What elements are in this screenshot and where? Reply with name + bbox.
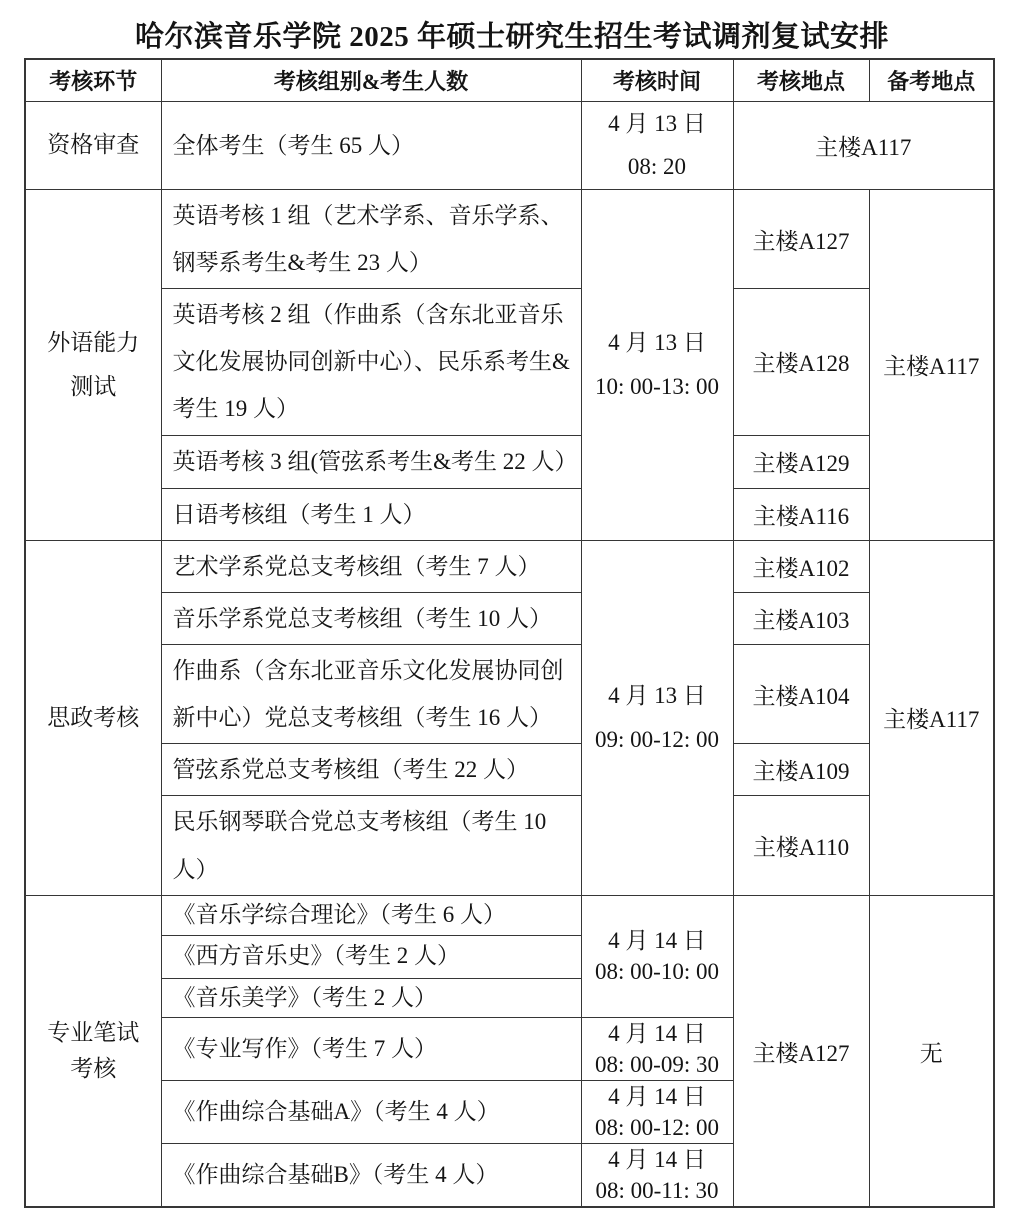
stage-qualification: 资格审查 (25, 101, 161, 189)
date-line: 4 月 13 日 (608, 330, 706, 356)
time-qualification (581, 101, 733, 189)
time-line: 08: 00-09: 30 (595, 1052, 719, 1078)
subject-composition-a: 《作曲综合基础A》（考生 4 人） (161, 1081, 581, 1144)
location-english-3: 主楼A129 (733, 435, 869, 488)
group-qualification: 全体考生（考生 65 人） (161, 101, 581, 189)
group-english-2: 英语考核 2 组（作曲系（含东北亚音乐文化发展协同创新中心）、民乐系考生&考生 19 人） (161, 289, 581, 435)
date-line: 4 月 14 日 (608, 1084, 706, 1110)
group-ideology-musicology: 音乐学系党总支考核组（考生 10 人） (161, 592, 581, 644)
standby-ideology: 主楼A117 (869, 540, 994, 895)
time-line: 08: 00-11: 30 (595, 1178, 719, 1204)
subject-aesthetics: 《音乐美学》（考生 2 人） (161, 978, 581, 1018)
group-english-3: 英语考核 3 组(管弦系考生&考生 22 人） (161, 435, 581, 488)
location-english-1: 主楼A127 (733, 189, 869, 288)
time-line: 10: 00-13: 00 (595, 373, 719, 399)
row-written-theory (25, 895, 994, 935)
time-foreign-test (581, 189, 733, 540)
page-title: 哈尔滨音乐学院 2025 年硕士研究生招生考试调剂复试安排 (134, 21, 889, 53)
standby-written-exam: 无 (869, 895, 994, 1207)
row-qualification (25, 101, 994, 189)
date-line: 4 月 14 日 (608, 928, 706, 954)
column-header-standby: 备考地点 (869, 59, 994, 101)
group-ideology-folk-piano: 民乐钢琴联合党总支考核组（考生 10 人） (161, 796, 581, 895)
row-english-group-3 (25, 435, 994, 488)
schedule-table (24, 58, 995, 1208)
date-line: 4 月 13 日 (608, 683, 706, 709)
column-header-stage: 考核环节 (25, 59, 161, 101)
location-ideology-orchestra: 主楼A109 (733, 744, 869, 796)
time-written-shared (581, 895, 733, 1018)
row-ideology-folk-piano (25, 796, 994, 895)
standby-foreign-test: 主楼A117 (869, 189, 994, 540)
time-line: 08: 00-12: 00 (595, 1115, 719, 1141)
location-ideology-musicology: 主楼A103 (733, 592, 869, 644)
date-line: 4 月 14 日 (608, 1147, 706, 1173)
subject-western-history: 《西方音乐史》（考生 2 人） (161, 935, 581, 978)
location-ideology-folk-piano: 主楼A110 (733, 796, 869, 895)
group-ideology-art: 艺术学系党总支考核组（考生 7 人） (161, 540, 581, 592)
stage-line-2: 考核 (70, 1056, 117, 1082)
stage-line-1: 外语能力 (47, 330, 140, 356)
row-ideology-musicology (25, 592, 994, 644)
stage-line-2: 测试 (70, 373, 117, 399)
location-japanese: 主楼A116 (733, 488, 869, 540)
stage-ideology: 思政考核 (25, 540, 161, 895)
time-ideology (581, 540, 733, 895)
stage-foreign-test (25, 189, 161, 540)
stage-written-exam (25, 895, 161, 1207)
row-ideology-art (25, 540, 994, 592)
time-line: 09: 00-12: 00 (595, 726, 719, 752)
location-english-2: 主楼A128 (733, 289, 869, 435)
header-row (25, 59, 994, 101)
row-english-group-1 (25, 189, 994, 288)
row-japanese-group (25, 488, 994, 540)
location-written-exam: 主楼A127 (733, 895, 869, 1207)
row-ideology-composition (25, 645, 994, 744)
row-ideology-orchestra (25, 744, 994, 796)
column-header-time: 考核时间 (581, 59, 733, 101)
stage-line-1: 专业笔试 (47, 1020, 140, 1046)
location-qualification: 主楼A117 (733, 101, 994, 189)
time-written-composition-b (581, 1144, 733, 1208)
row-english-group-2 (25, 289, 994, 435)
subject-writing: 《专业写作》（考生 7 人） (161, 1018, 581, 1081)
group-english-1: 英语考核 1 组（艺术学系、音乐学系、钢琴系考生&考生 23 人） (161, 189, 581, 288)
date-line: 4 月 14 日 (608, 1021, 706, 1047)
time-written-writing (581, 1018, 733, 1081)
date-line: 4 月 13 日 (608, 110, 706, 136)
column-header-group: 考核组别&考生人数 (161, 59, 581, 101)
group-ideology-composition: 作曲系（含东北亚音乐文化发展协同创新中心）党总支考核组（考生 16 人） (161, 645, 581, 744)
subject-composition-b: 《作曲综合基础B》（考生 4 人） (161, 1144, 581, 1208)
column-header-location: 考核地点 (733, 59, 869, 101)
group-ideology-orchestra: 管弦系党总支考核组（考生 22 人） (161, 744, 581, 796)
location-ideology-art: 主楼A102 (733, 540, 869, 592)
group-japanese: 日语考核组（考生 1 人） (161, 488, 581, 540)
subject-music-theory: 《音乐学综合理论》（考生 6 人） (161, 895, 581, 935)
time-line: 08: 00-10: 00 (595, 959, 719, 985)
time-written-composition-a (581, 1081, 733, 1144)
time-line: 08: 20 (627, 154, 687, 180)
location-ideology-composition: 主楼A104 (733, 645, 869, 744)
